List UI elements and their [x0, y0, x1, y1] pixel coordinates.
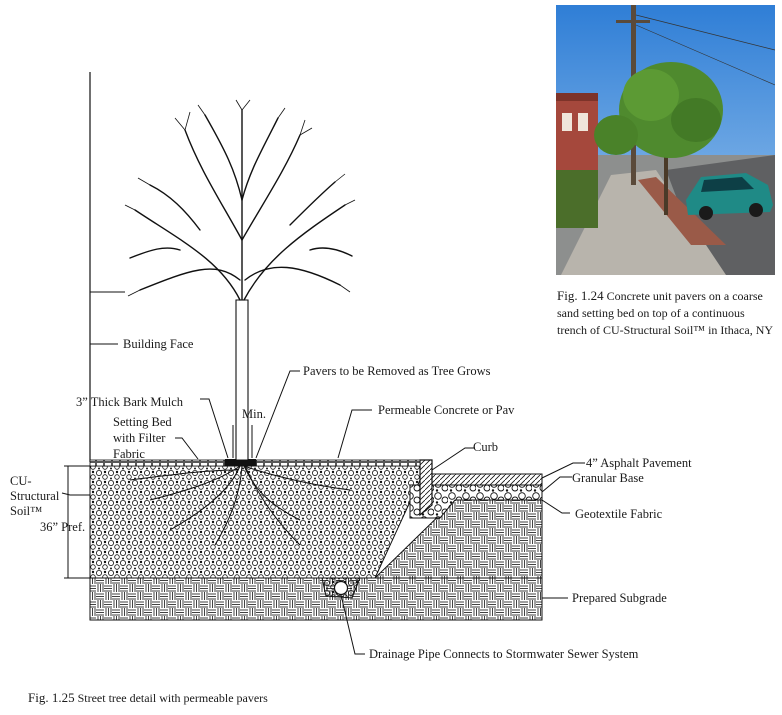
label-setting-bed-3: Fabric — [113, 447, 145, 461]
figure-caption — [28, 690, 268, 706]
label-bark-mulch: 3” Thick Bark Mulch — [76, 395, 184, 409]
label-asphalt: 4” Asphalt Pavement — [586, 456, 692, 470]
label-subgrade: Prepared Subgrade — [572, 591, 667, 605]
label-cu-soil-3: Soil™ — [10, 504, 43, 518]
label-curb: Curb — [473, 440, 498, 454]
label-building-face: Building Face — [123, 337, 194, 351]
figure-caption-number: Fig. 1.25 — [28, 690, 75, 705]
label-geotextile: Geotextile Fabric — [575, 507, 663, 521]
label-permeable-concrete: Permeable Concrete or Pav — [378, 403, 515, 417]
label-36-pref: 36” Pref. — [40, 520, 86, 534]
label-drainage: Drainage Pipe Connects to Stormwater Sewer System — [369, 647, 639, 661]
photo-caption-number: Fig. 1.24 — [557, 288, 604, 303]
label-setting-bed-1: Setting Bed — [113, 415, 172, 429]
figure-caption-text: Street tree detail with permeable pavers — [77, 691, 268, 705]
label-cu-soil-1: CU- — [10, 474, 32, 488]
label-pavers-removed: Pavers to be Removed as Tree Grows — [303, 364, 491, 378]
label-setting-bed-2: with Filter — [113, 431, 166, 445]
label-granular-base: Granular Base — [572, 471, 644, 485]
label-cu-soil-2: Structural — [10, 489, 60, 503]
photo-caption-text: Concrete unit pavers on a coarse sand setting bed on top of a continuous trench of CU-Structural Soil™ in Ithaca, NY — [557, 289, 774, 337]
label-min: Min. — [242, 407, 266, 421]
